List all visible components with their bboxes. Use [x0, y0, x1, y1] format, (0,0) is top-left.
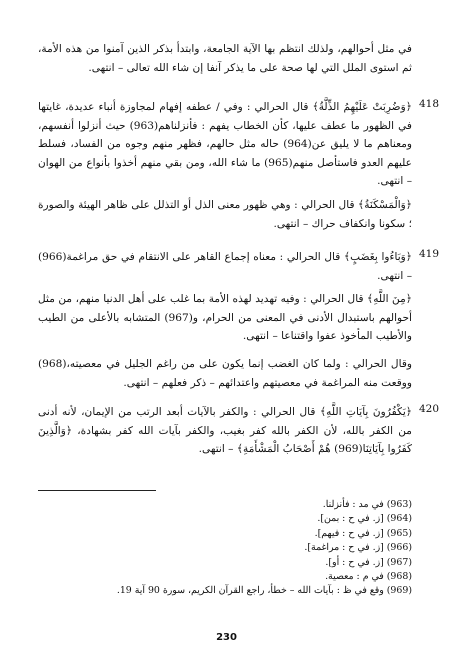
footnote-item: (969) وقع في ظ : بآيات الله – خطأ، راجع القرآن الكريم، سورة 90 آية 19. [116, 585, 412, 597]
paragraph-text: ﴿مِنَ اللَّهِ﴾ قال الحرالي : وفيه تهديد لهذه الأمة بما غلب على أهل الدنيا منهم، من مثل أحوالهم باستبدال الأدنى في المعنى من الحرام، و(967) المتشابه بالأعلى من الطيب والأطيب المأخوذ عفوا واقتناعا – انتهى. [38, 293, 412, 343]
footnote-divider [38, 490, 156, 491]
paragraph-text: ﴿وَضُرِبَتْ عَلَيْهِمُ الذِّلَّةُ﴾ قال الحرالي : وفي / عطفه إفهام لمجاوزة أنباء عديدة، غايتها في الظهور ما عطف عليها، كأن الخطاب يفهم : فأنزلناهم(963) حيث أنزلوا أنفسهم، ومعناهم ما لا يليق عن(964) حاله مثل حالهم، فظهر منهم وجوه من الفساد، فسلط عليهم العدو فاستأصل منهم(965) ما شاء الله، ومن بقي منهم أخذوا بأنواع من الهوان – انتهى. [38, 101, 412, 188]
paragraph-entry-419 [38, 248, 412, 285]
entry-number: 419 [418, 248, 439, 260]
paragraph-ghadab [38, 355, 412, 392]
footnote-item: (967) [ز. في ح : أو]. [325, 556, 412, 568]
footnote-item: (964) [ز. في ح : بمن]. [317, 513, 412, 525]
paragraph-entry-420 [38, 403, 412, 459]
page-number: 230 [216, 632, 237, 643]
entry-number: 420 [418, 403, 439, 415]
footnote-item: (968) في م : معصية. [325, 571, 412, 583]
paragraph-text: وقال الحرالي : ولما كان الغضب إنما يكون على من راغم الجليل في معصيته،(968) ووقعت منه المراغمة في معصيتهم واعتدائهم – ذكر فعلهم – انتهى. [38, 358, 412, 389]
paragraph-text: ﴿يَكْفُرُونَ بِآيَاتِ اللَّهِ﴾ قال الحرالي : والكفر بالآيات أبعد الرتب من الإيمان، لأنه أدنى من الكفر بالله، لأن الكفر بالله كفر بغيب، والكفر بآيات الله كفر بشهادة، ﴿وَالَّذِينَ كَفَرُوا بِآيَاتِنَا(969) هُمْ أَصْحَابُ الْمَشْأَمَةِ﴾ – انتهى. [38, 406, 412, 456]
paragraph-intro [38, 40, 412, 77]
paragraph-text: ﴿وَبَاءُوا بِغَضَبٍ﴾ قال الحرالي : معناه إجماع القاهر على الانتقام في حق مراغمة(966) – انتهى. [38, 251, 412, 282]
paragraph-maskana [38, 196, 412, 233]
paragraph-text: في مثل أحوالهم، ولذلك انتظم بها الآية الجامعة، وابتدأ بذكر الذين آمنوا من هذه الأمة، ثم استوى الملل التي لها صحة على ما يذكر آنفا إن شاء الله تعالى – انتهى. [38, 43, 412, 74]
paragraph-min-allah [38, 290, 412, 346]
paragraph-text: ﴿وَالْمَسْكَنَةُ﴾ قال الحرالي : وهي ظهور معنى الذل أو التذلل على ظاهر الهيئة والصورة ؛ سكونا وانكفاف حراك – انتهى. [38, 199, 412, 230]
footnote-item: (965) [ز. في ح : فيهم]. [314, 527, 412, 539]
entry-number: 418 [418, 98, 439, 110]
footnote-item: (966) [ز. في ح : مراغمة]. [304, 542, 412, 554]
footnotes-section [38, 498, 412, 599]
footnote-item: (963) في مد : فأنزلنا. [322, 499, 412, 510]
paragraph-entry-418 [38, 98, 412, 191]
